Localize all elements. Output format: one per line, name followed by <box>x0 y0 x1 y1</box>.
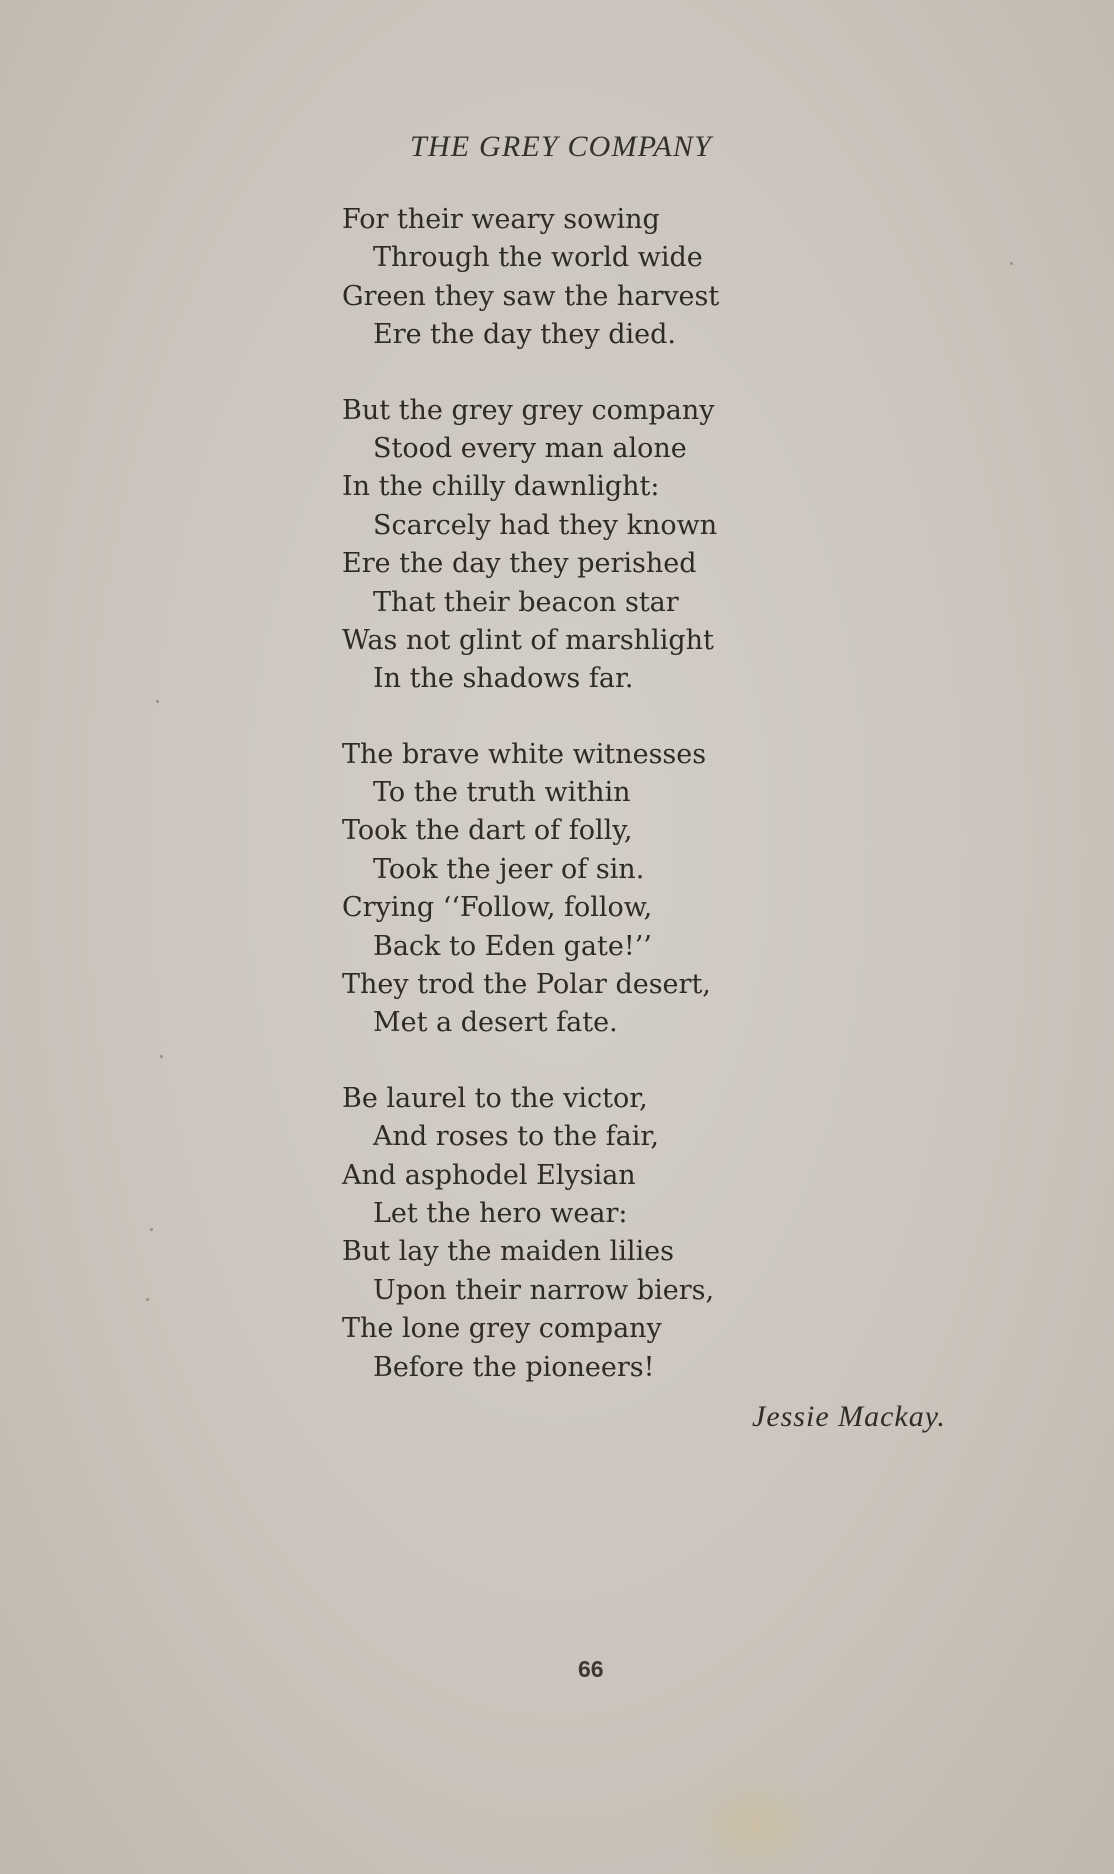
poem-line: For their weary sowing <box>342 204 660 235</box>
page-number: 66 <box>578 1656 604 1682</box>
poem-line: In the shadows far. <box>373 663 634 695</box>
poem-line: Back to Eden gate!’’ <box>373 930 652 962</box>
paper-stain <box>680 1770 830 1874</box>
poem-line: Took the dart of folly, <box>342 815 633 847</box>
poem-line: Before the pioneers! <box>373 1351 655 1383</box>
poem-line: Met a desert fate. <box>373 1007 618 1039</box>
poem-line: Crying ‘‘Follow, follow, <box>342 892 653 924</box>
paper-speck <box>146 1298 149 1301</box>
poem-line: Was not glint of marshlight <box>342 624 714 656</box>
stanza-2 <box>342 392 802 699</box>
poem-line: Be laurel to the victor, <box>342 1082 648 1114</box>
poem-title: THE GREY COMPANY <box>410 130 713 163</box>
author-attribution: Jessie Mackay. <box>752 1400 946 1433</box>
stanza-1 <box>342 201 802 355</box>
paper-speck <box>160 1055 163 1058</box>
paper-speck <box>156 700 159 703</box>
poem-line: And roses to the fair, <box>373 1121 659 1153</box>
poem-line: Let the hero wear: <box>373 1197 628 1229</box>
stanza-3 <box>342 736 802 1043</box>
poem-line: To the truth within <box>373 777 631 809</box>
stanza-4 <box>342 1080 802 1387</box>
poem-line: The brave white witnesses <box>342 738 707 770</box>
poem-line: Stood every man alone <box>373 432 687 464</box>
poem-line: But the grey grey company <box>342 394 715 426</box>
poem-line: That their beacon star <box>373 586 679 618</box>
paper-speck <box>150 1228 153 1231</box>
poem-line: But lay the maiden lilies <box>342 1236 674 1268</box>
poem-line: Green they saw the harvest <box>342 280 720 312</box>
poem-line: Through the world wide <box>373 242 703 274</box>
poem-line: Took the jeer of sin. <box>373 853 645 885</box>
poem-line: In the chilly dawnlight: <box>342 471 660 503</box>
poem-line: The lone grey company <box>342 1313 662 1345</box>
poem-line: Upon their narrow biers, <box>373 1274 715 1306</box>
poem-body <box>342 201 802 1424</box>
paper-speck <box>1010 262 1013 265</box>
poem-line: Scarcely had they known <box>373 509 718 541</box>
poem-line: They trod the Polar desert, <box>342 969 711 1001</box>
poem-line: And asphodel Elysian <box>342 1159 636 1191</box>
poem-line: Ere the day they perished <box>342 548 697 580</box>
poem-line: Ere the day they died. <box>373 319 677 351</box>
